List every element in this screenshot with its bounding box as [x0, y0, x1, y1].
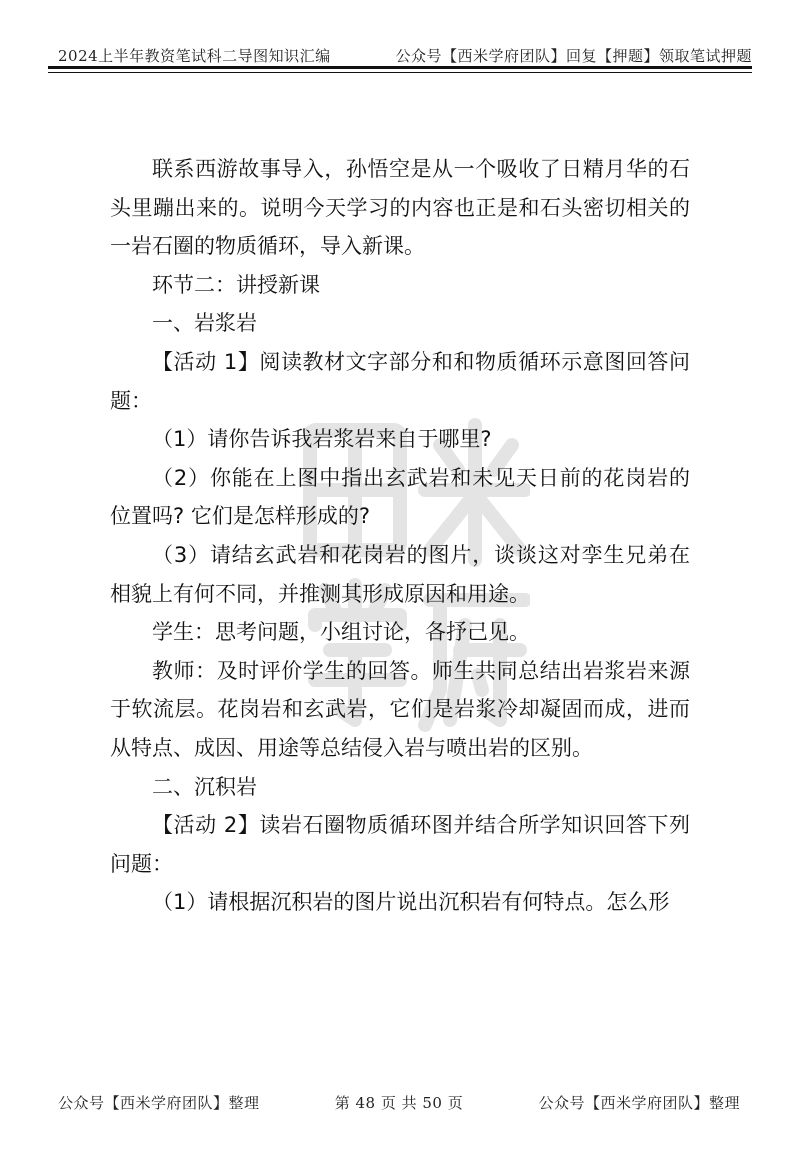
paragraph-student: 学生：思考问题，小组讨论，各抒己见。: [152, 620, 530, 645]
paragraph-section-heading: 环节二：讲授新课: [152, 272, 320, 297]
paragraph-intro: 联系西游故事导入，孙悟空是从一个吸收了日精月华的石头里蹦出来的。说明今天学习的内容也正是和石头密切相关的一岩石圈的物质循环，导入新课。: [110, 157, 690, 259]
header-divider-thick: [48, 66, 752, 69]
header-right-text: 公众号【西米学府团队】回复【押题】领取笔试押题: [395, 47, 752, 65]
paragraph-question-4: （1）请根据沉积岩的图片说出沉积岩有何特点。怎么形: [152, 890, 670, 915]
document-body: [110, 150, 690, 922]
page-header: [58, 38, 752, 66]
header-divider-thin: [48, 72, 752, 73]
paragraph-subheading-igneous: 一、岩浆岩: [152, 311, 257, 336]
paragraph-question-1: （1）请你告诉我岩浆岩来自于哪里?: [152, 427, 492, 452]
page-footer: [58, 1092, 740, 1113]
paragraph-activity-1: 【活动 1】阅读教材文字部分和和物质循环示意图回答问题：: [110, 349, 690, 413]
paragraph-subheading-sedimentary: 二、沉积岩: [152, 774, 257, 799]
header-left-text: 2024上半年教资笔试科二导图知识汇编: [58, 47, 331, 65]
paragraph-teacher: 教师：及时评价学生的回答。师生共同总结出岩浆岩来源于软流层。花岗岩和玄武岩，它们是岩浆冷却凝固而成，进而从特点、成因、用途等总结侵入岩与喷出岩的区别。: [110, 658, 690, 760]
footer-right-text: 公众号【西米学府团队】整理: [538, 1094, 740, 1112]
footer-left-text: 公众号【西米学府团队】整理: [58, 1094, 260, 1112]
page-number: 第 48 页 共 50 页: [334, 1094, 464, 1112]
paragraph-question-3: （3）请结玄武岩和花岗岩的图片，谈谈这对孪生兄弟在相貌上有何不同，并推测其形成原因和用途。: [110, 542, 690, 606]
paragraph-activity-2: 【活动 2】读岩石圈物质循环图并结合所学知识回答下列问题：: [110, 813, 690, 876]
paragraph-question-2: （2）你能在上图中指出玄武岩和未见天日前的花岗岩的位置吗? 它们是怎样形成的?: [110, 465, 690, 529]
